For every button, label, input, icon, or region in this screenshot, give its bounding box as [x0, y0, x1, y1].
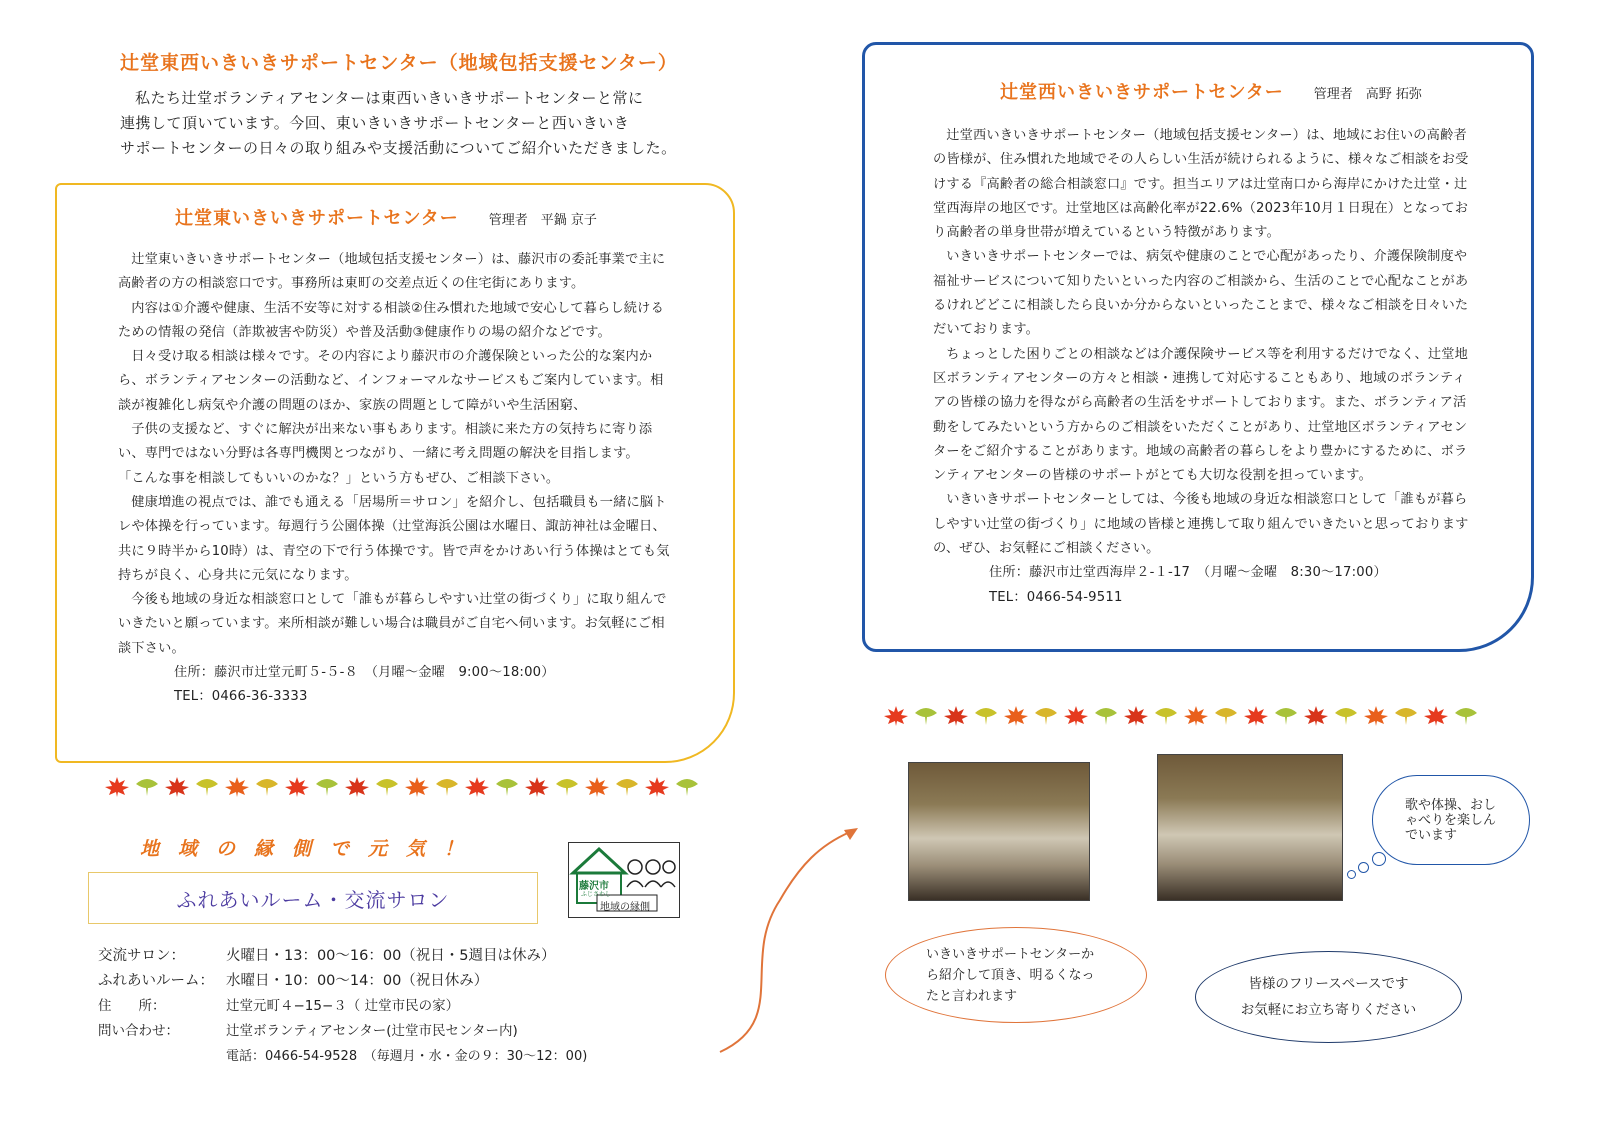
ginkgo-leaf-icon: [374, 776, 400, 798]
thought-bubble: 歌や体操、おしゃべりを楽しんでいます: [1372, 775, 1530, 865]
maple-leaf-icon: [524, 776, 550, 798]
ginkgo-leaf-icon: [494, 776, 520, 798]
thought-dot: [1347, 870, 1356, 879]
maple-leaf-icon: [1243, 705, 1269, 727]
thought-dot: [1372, 852, 1386, 866]
salon-title-box: [88, 872, 538, 924]
ginkgo-leaf-icon: [314, 776, 340, 798]
east-address: 住所：藤沢市辻堂元町５-５-８ （月曜～金曜 9:00～18:00）: [174, 665, 555, 681]
maple-leaf-icon: [1063, 705, 1089, 727]
ginkgo-leaf-icon: [194, 776, 220, 798]
west-body: 辻堂西いきいきサポートセンター（地域包括支援センター）は、地域にお住いの高齢者の皆様が、住み慣れた地域でその人らしい生活が続けられるように、様々なご相談をお受けする『高齢者の総合相談窓口』です。担当エリアは辻堂南口から海岸にかけた辻堂・辻堂西海岸の地区です。辻堂地区は高齢化率が22.6%（2023年10月１日現在）となっており高齢者の単身世帯が増えているという特徴があります。 いきいきサポートセンターでは、病気や健康のことで心配があったり、介護保険制度や福祉サービスについて知りたいといった内容のご相談から、生活のことで心配なことがあるけれどどこに相談したら良いか分からないといったことまで、様々なご相談を日々いただいております。 ちょっとした困りごとの相談などは介護保険サービス等を利用するだけでなく、辻堂地区ボランティアセンターの方々と相談・連携して対応することもあり、地域のボランティアの皆様の協力を得ながら高齢者の生活をサポートしております。また、ボランティア活動をしてみたいという方からのご相談をいただくことがあり、辻堂地区ボランティアセンターをご紹介することがあります。地域の高齢者の暮らしをより豊かにするために、ボランティアセンターの皆様のサポートがとても大切な役割を担っています。 いきいきサポートセンターとしては、今後も地域の身近な相談窓口として「誰もが暮らしやすい辻堂の街づくり」に地域の皆様と連携して取り組んでいきたいと思っておりますの、ぜひ、お気軽にご相談ください。 住所：藤沢市辻堂西海岸２-１-17 （月曜～金曜 8:30～17:00） TEL：0466-54-9511: [933, 124, 1478, 610]
thought-dot: [1358, 862, 1369, 873]
maple-leaf-icon: [1423, 705, 1449, 727]
west-manager: 管理者 高野 拓弥: [1313, 87, 1422, 102]
maple-leaf-icon: [284, 776, 310, 798]
east-body: 辻堂東いきいきサポートセンター（地域包括支援センター）は、藤沢市の委託事業で主に高齢者の方の相談窓口です。事務所は東町の交差点近くの住宅街にあります。 内容は①介護や健康、生活不安等に対する相談②住み慣れた地域で安心して暮らし続けるための情報の発信（詐欺被害や防災）や普及活動③健康作りの場の紹介などです。 日々受け取る相談は様々です。その内容により藤沢市の介護保険といった公的な案内から、ボランティアセンターの活動など、インフォーマルなサービスもご案内しています。相談が複雑化し病気や介護の問題のほか、家族の問題として障がいや生活困窮、 子供の支援など、すぐに解決が出来ない事もあります。相談に来た方の気持ちに寄り添い、専門ではない分野は各専門機関とつながり、一緒に考え問題の解決を目指します。 「こんな事を相談してもいいのかな？」という方もぜひ、ご相談下さい。 健康増進の視点では、誰でも通える「居場所＝サロン」を紹介し、包括職員も一緒に脳トレや体操を行っています。毎週行う公園体操（辻堂海浜公園は水曜日、諏訪神社は金曜日、共に９時半から10時）は、青空の下で行う体操です。皆で声をかけあい行う体操はとても気持ちが良く、心身共に元気になります。 今後も地域の身近な相談窓口として「誰もが暮らしやすい辻堂の街づくり」に取り組んでいきたいと願っています。来所相談が難しい場合は職員がご自宅へ伺います。お気軽にご相談下さい。 住所：藤沢市辻堂元町５-５-８ （月曜～金曜 9:00～18:00） TEL：0466-36-3333: [118, 248, 670, 710]
salon-title: ふれあいルーム・交流サロン: [176, 887, 450, 912]
maple-leaf-icon: [1003, 705, 1029, 727]
ginkgo-leaf-icon: [1153, 705, 1179, 727]
east-manager: 管理者 平鍋 京子: [488, 213, 597, 228]
maple-leaf-icon: [584, 776, 610, 798]
autumn-leaves-border-left: [104, 776, 700, 798]
maple-leaf-icon: [404, 776, 430, 798]
salon-row: 交流サロン： 火曜日・13：00～16：00（祝日・5週目は休み）: [98, 948, 556, 964]
maple-leaf-icon: [104, 776, 130, 798]
comment-bubble-orange: いきいきサポートセンターから紹介して頂き、明るくなったと言われます: [885, 927, 1147, 1023]
ginkgo-leaf-icon: [1093, 705, 1119, 727]
maple-leaf-icon: [1183, 705, 1209, 727]
west-address: 住所：藤沢市辻堂西海岸２-１-17 （月曜～金曜 8:30～17:00）: [989, 565, 1387, 581]
west-center-title: 辻堂西いきいきサポートセンター 管理者 高野 拓弥: [1000, 82, 1422, 103]
curved-arrow-icon: [700, 820, 870, 1060]
autumn-leaves-border-right: [883, 705, 1479, 727]
ginkgo-leaf-icon: [1273, 705, 1299, 727]
maple-leaf-icon: [644, 776, 670, 798]
ginkgo-leaf-icon: [973, 705, 999, 727]
maple-leaf-icon: [1363, 705, 1389, 727]
ginkgo-leaf-icon: [434, 776, 460, 798]
salon-photo-1: [908, 762, 1090, 901]
intro-text: 私たち辻堂ボランティアセンターは東西いきいきサポートセンターと常に 連携して頂いています。今回、東いきいきサポートセンターと西いきいき サポートセンターの日々の取り組みや支援活動についてご紹介いただきました。: [120, 89, 677, 157]
ginkgo-leaf-icon: [1453, 705, 1479, 727]
maple-leaf-icon: [164, 776, 190, 798]
engawa-logo: 藤沢市 ふじさわし 地域の縁側: [568, 842, 680, 918]
salon-row: 電話：0466-54-9528 （毎週月・水・金の９：30～12：00): [226, 1049, 588, 1064]
maple-leaf-icon: [344, 776, 370, 798]
ginkgo-leaf-icon: [554, 776, 580, 798]
salon-row: ふれあいルーム： 水曜日・10：00～14：00（祝日休み）: [98, 973, 489, 989]
page-title: 辻堂東西いきいきサポートセンター（地域包括支援センター）: [120, 52, 678, 74]
comment-bubble-blue: 皆様のフリースペースです お気軽にお立ち寄りください: [1195, 951, 1462, 1043]
ginkgo-leaf-icon: [1333, 705, 1359, 727]
maple-leaf-icon: [464, 776, 490, 798]
maple-leaf-icon: [1123, 705, 1149, 727]
ginkgo-leaf-icon: [1213, 705, 1239, 727]
maple-leaf-icon: [883, 705, 909, 727]
ginkgo-leaf-icon: [614, 776, 640, 798]
ginkgo-leaf-icon: [1393, 705, 1419, 727]
ginkgo-leaf-icon: [134, 776, 160, 798]
east-center-title: 辻堂東いきいきサポートセンター 管理者 平鍋 京子: [175, 208, 597, 229]
west-tel: TEL：0466-54-9511: [989, 589, 1123, 605]
engawa-heading: 地域の縁側で元気！: [140, 838, 483, 860]
ginkgo-leaf-icon: [254, 776, 280, 798]
east-tel: TEL：0466-36-3333: [174, 689, 308, 705]
salon-row: 問い合わせ： 辻堂ボランティアセンター(辻堂市民センター内): [98, 1023, 518, 1039]
maple-leaf-icon: [943, 705, 969, 727]
salon-photo-2: [1157, 754, 1343, 901]
salon-info: [98, 944, 658, 1069]
ginkgo-leaf-icon: [1033, 705, 1059, 727]
ginkgo-leaf-icon: [674, 776, 700, 798]
maple-leaf-icon: [1303, 705, 1329, 727]
ginkgo-leaf-icon: [913, 705, 939, 727]
maple-leaf-icon: [224, 776, 250, 798]
salon-row: 住 所： 辻堂元町４−15−３（ 辻堂市民の家）: [98, 998, 460, 1014]
